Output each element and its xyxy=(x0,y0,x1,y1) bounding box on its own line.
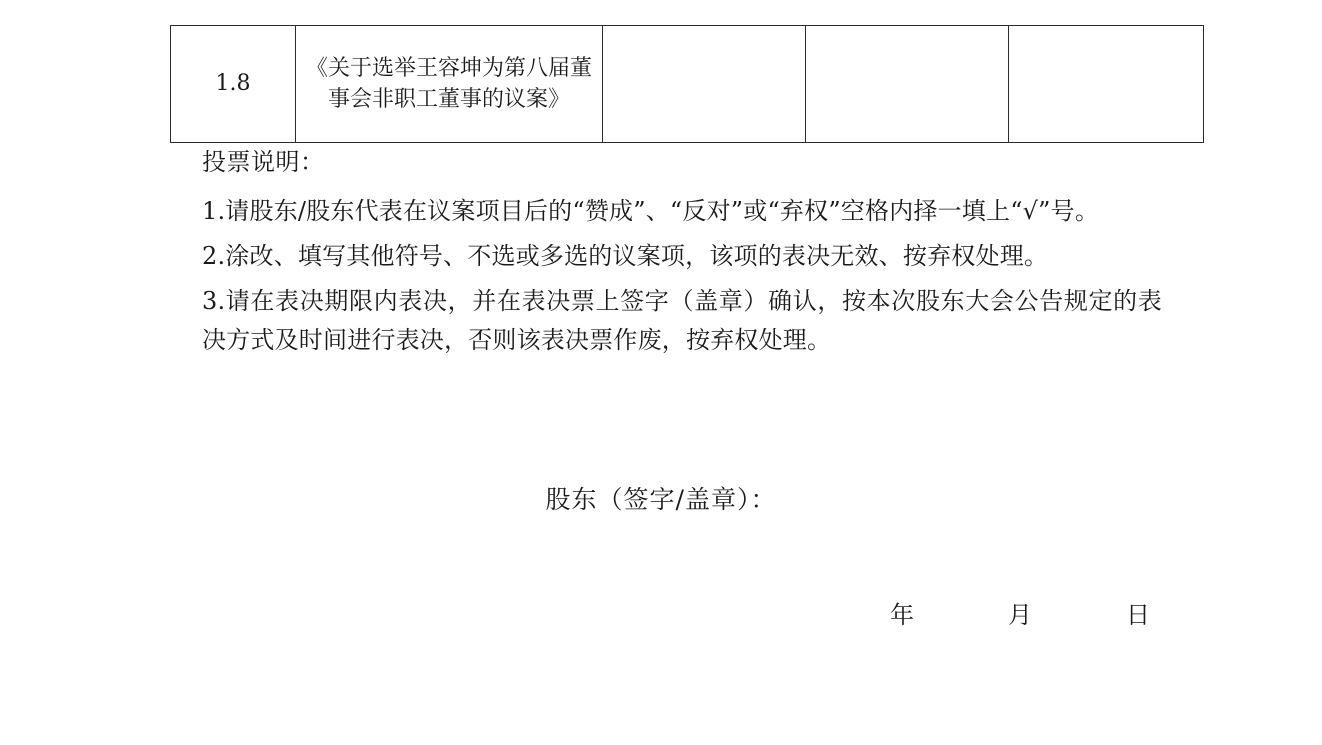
voting-instruction-item-1: 1.请股东/股东代表在议案项目后的“赞成”、“反对”或“弃权”空格内择一填上“√”号。 xyxy=(202,197,1100,225)
table-cell-abstain[interactable] xyxy=(1009,26,1204,143)
voting-instructions-heading: 投票说明： xyxy=(202,148,325,176)
voting-instruction-item-3: 3.请在表决期限内表决，并在表决票上签字（盖章）确认，按本次股东大会公告规定的表决方式及时间进行表决，否则该表决票作废，按弃权处理。 xyxy=(202,286,1162,354)
proposal-table xyxy=(170,25,1204,143)
table-row xyxy=(171,26,1204,143)
date-year-label: 年 xyxy=(890,601,914,629)
shareholder-signature-label: 股东（签字/盖章）： xyxy=(545,485,777,514)
date-day-label: 日 xyxy=(1126,601,1150,629)
date-month-label: 月 xyxy=(1008,601,1032,629)
table-cell-agree[interactable] xyxy=(603,26,806,143)
table-cell-title: 《关于选举王容坤为第八届董事会非职工董事的议案》 xyxy=(296,26,603,143)
voting-instruction-item-2: 2.涂改、填写其他符号、不选或多选的议案项，该项的表决无效、按弃权处理。 xyxy=(202,241,1049,270)
table-cell-against[interactable] xyxy=(806,26,1009,143)
table-cell-number: 1.8 xyxy=(171,26,296,143)
voting-instructions xyxy=(202,150,1162,366)
